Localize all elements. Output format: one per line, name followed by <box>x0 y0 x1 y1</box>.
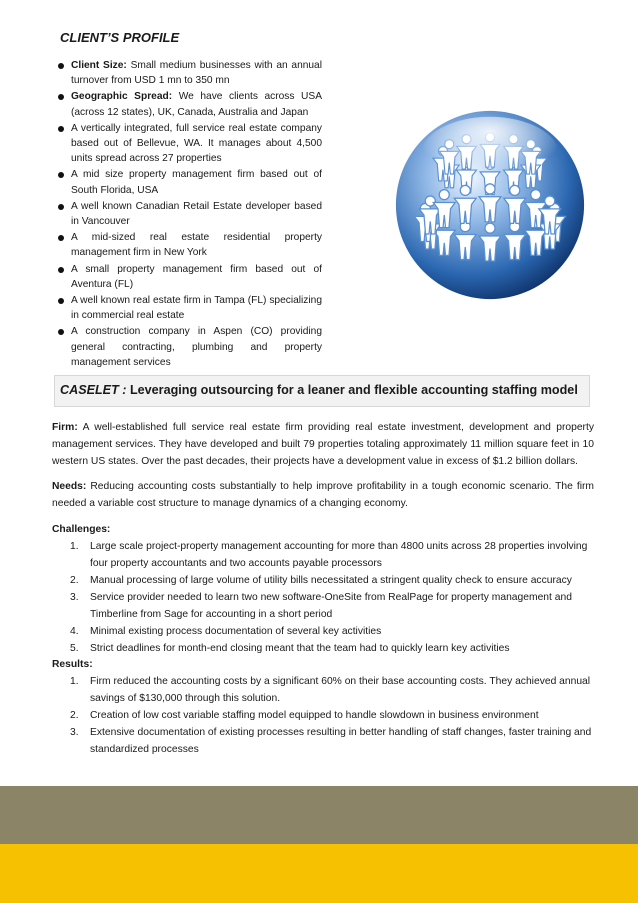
list-item: A well known Canadian Retail Estate developer based in Vancouver <box>58 199 322 229</box>
profile-list <box>58 58 322 371</box>
list-item: 5. Strict deadlines for month-end closing meant that the team had to quickly learn key activities <box>70 643 510 654</box>
firm-label: Firm: <box>52 422 78 433</box>
needs-section <box>52 478 594 512</box>
list-item: 2. Creation of low cost variable staffing model equipped to handle slowdown in business environment <box>70 710 539 721</box>
firm-section <box>52 419 594 470</box>
list-item: A mid-sized real estate residential property management firm in New York <box>58 230 322 260</box>
list-item: 1. Firm reduced the accounting costs by a significant 60% on their base accounting costs. They achieved annual savings of $130,000 through this solution. <box>70 676 591 704</box>
list-item: 1. Large scale project-property management accounting for more than 4800 units across 28 properties involving four property accountants and two accounts payable processors <box>70 541 588 569</box>
list-item: 4. Minimal existing process documentation of several key activities <box>70 626 382 637</box>
list-item: 3. Service provider needed to learn two new software-OneSite from RealPage for property management and Timberline from Sage for accounting in a short period <box>70 592 572 620</box>
list-item: A mid size property management firm based out of South Florida, USA <box>58 167 322 197</box>
list-item: A construction company in Aspen (CO) providing general contracting, plumbing and property management services <box>58 324 322 370</box>
results-heading: Results: <box>52 659 93 670</box>
list-item: Client Size: Small medium businesses with an annual turnover from USD 1 mn to 350 mn <box>58 58 322 88</box>
needs-label: Needs: <box>52 481 87 492</box>
challenges-heading: Challenges: <box>52 524 111 535</box>
results-section <box>52 656 594 758</box>
firm-text: A well-established full service real estate firm providing real estate investment, development and property management services. They have developed and built 79 properties totaling approximately 11 million square feet in 10 western US states. Over the past decades, their projects have a development value in excess of $1.2 billion dollars. <box>52 422 594 467</box>
profile-title: CLIENT’S PROFILE <box>60 30 180 45</box>
footer-olive-band <box>0 786 638 844</box>
list-item: A well known real estate firm in Tampa (FL) specializing in commercial real estate <box>58 293 322 323</box>
list-item: 2. Manual processing of large volume of utility bills necessitated a stringent quality check to ensure accuracy <box>70 575 572 586</box>
list-item: Geographic Spread: We have clients across USA (across 12 states), UK, Canada, Australia and Japan <box>58 89 322 119</box>
footer-yellow-band <box>0 844 638 903</box>
caselet-title: CASELET : Leveraging outsourcing for a leaner and flexible accounting staffing model <box>60 383 578 397</box>
results-list <box>52 673 594 758</box>
list-item: A vertically integrated, full service real estate company based out of Bellevue, WA. It manages about 4,500 units spread across 27 properties <box>58 121 322 167</box>
challenges-list <box>52 538 594 657</box>
people-globe-icon <box>392 107 588 303</box>
list-item: 3. Extensive documentation of existing processes resulting in better handling of staff changes, faster training and standardized processes <box>70 727 592 755</box>
list-item: A small property management firm based out of Aventura (FL) <box>58 262 322 292</box>
challenges-section <box>52 521 594 657</box>
needs-text: Reducing accounting costs substantially to help improve profitability in a tough economic scenario. The firm needed a variable cost structure to manage dynamics of a changing economy. <box>52 481 594 509</box>
